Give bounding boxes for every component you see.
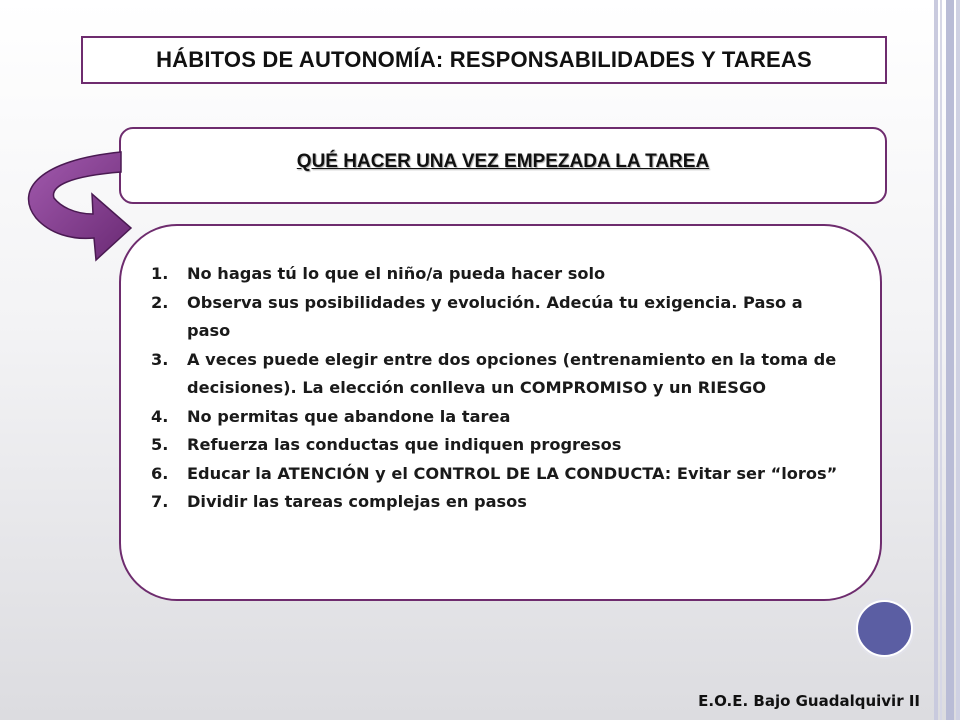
list-item: 3. A veces puede elegir entre dos opciones (entrenamiento en la toma de decisiones). La elección conlleva un COMPROMISO y un RIESGO — [151, 349, 837, 397]
slide-title: HÁBITOS DE AUTONOMÍA: RESPONSABILIDADES Y TAREAS — [156, 47, 812, 72]
list-item: 6. Educar la ATENCIÓN y el CONTROL DE LA CONDUCTA: Evitar ser “loros” — [151, 463, 838, 483]
slide-subtitle: QUÉ HACER UNA VEZ EMPEZADA LA TAREA — [296, 150, 710, 172]
list-item: 7. Dividir las tareas complejas en pasos — [151, 492, 527, 511]
task-list — [151, 260, 851, 517]
list-item: 4. No permitas que abandone la tarea — [151, 406, 511, 426]
list-item: 1. No hagas tú lo que el niño/a pueda hacer solo — [151, 264, 606, 283]
decorative-circle — [856, 600, 913, 657]
list-item: 2. Observa sus posibilidades y evolución. Adecúa tu exigencia. Paso a paso — [151, 292, 803, 340]
list-item: 5. Refuerza las conductas que indiquen progresos — [151, 435, 622, 454]
task-list-box — [119, 224, 882, 601]
subtitle-box — [119, 127, 887, 204]
edge-stripes-decoration — [920, 0, 960, 720]
title-box — [81, 36, 887, 84]
footer-text: E.O.E. Bajo Guadalquivir II — [698, 692, 920, 710]
